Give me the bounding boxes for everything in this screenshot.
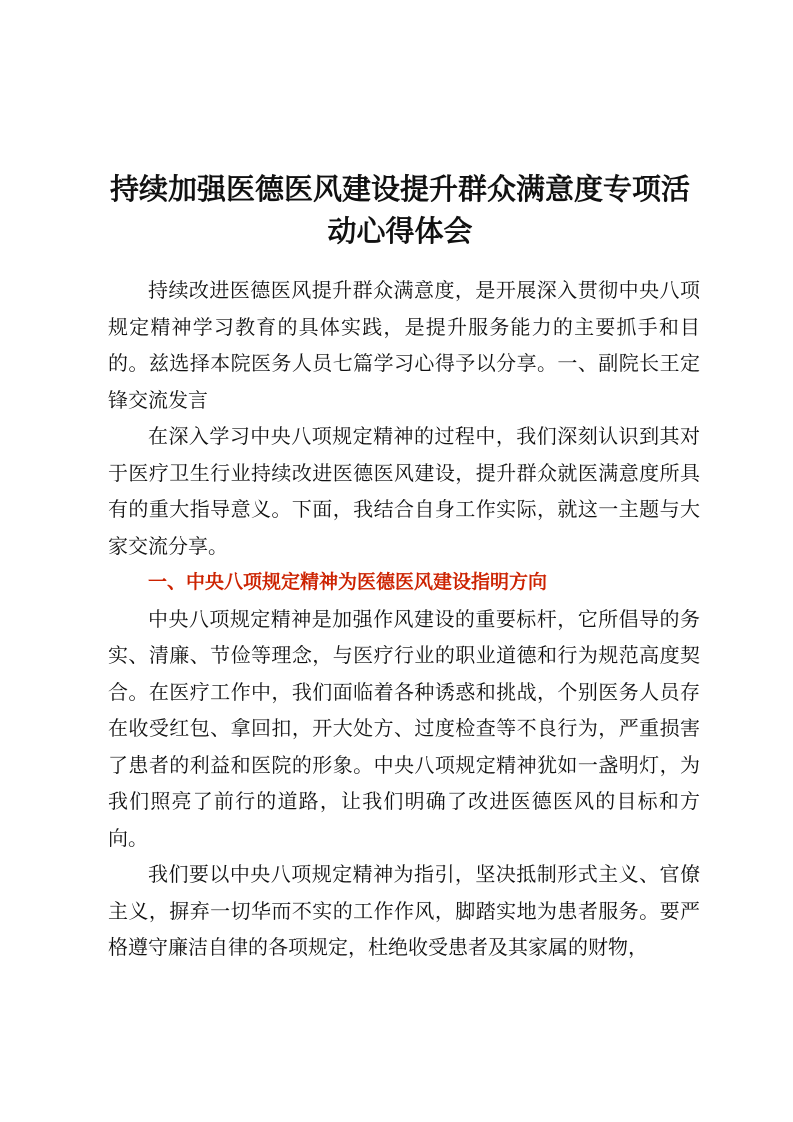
body-paragraph: 我们要以中央八项规定精神为指引，坚决抵制形式主义、官僚主义，摒弃一切华而不实的工作作风，脚踏实地为患者服务。要严格遵守廉洁自律的各项规定，杜绝收受患者及其家属的财物， — [108, 862, 700, 959]
body-paragraph: 中央八项规定精神是加强作风建设的重要标杆，它所倡导的务实、清廉、节俭等理念，与医疗行业的职业道德和行为规范高度契合。在医疗工作中，我们面临着各种诱惑和挑战，个别医务人员存在收受红包、拿回扣，开大处方、过度检查等不良行为，严重损害了患者的利益和医院的形象。中央八项规定精神犹如一盏明灯，为我们照亮了前行的道路，让我们明确了改进医德医风的目标和方向。 — [108, 606, 700, 850]
intro-paragraph: 持续改进医德医风提升群众满意度，是开展深入贯彻中央八项规定精神学习教育的具体实践，是提升服务能力的主要抓手和目的。兹选择本院医务人员七篇学习心得予以分享。一、副院长王定锋交流发言 — [108, 278, 700, 412]
body-paragraph: 在深入学习中央八项规定精神的过程中，我们深刻认识到其对于医疗卫生行业持续改进医德医风建设，提升群众就医满意度所具有的重大指导意义。下面，我结合自身工作实际，就这一主题与大家交流分享。 — [108, 424, 700, 558]
document-title: 持续加强医德医风建设提升群众满意度专项活动心得体会 — [109, 172, 690, 248]
section-heading: 一、中央八项规定精神为医德医风建设指明方向 — [148, 571, 548, 593]
document-body — [108, 272, 700, 966]
